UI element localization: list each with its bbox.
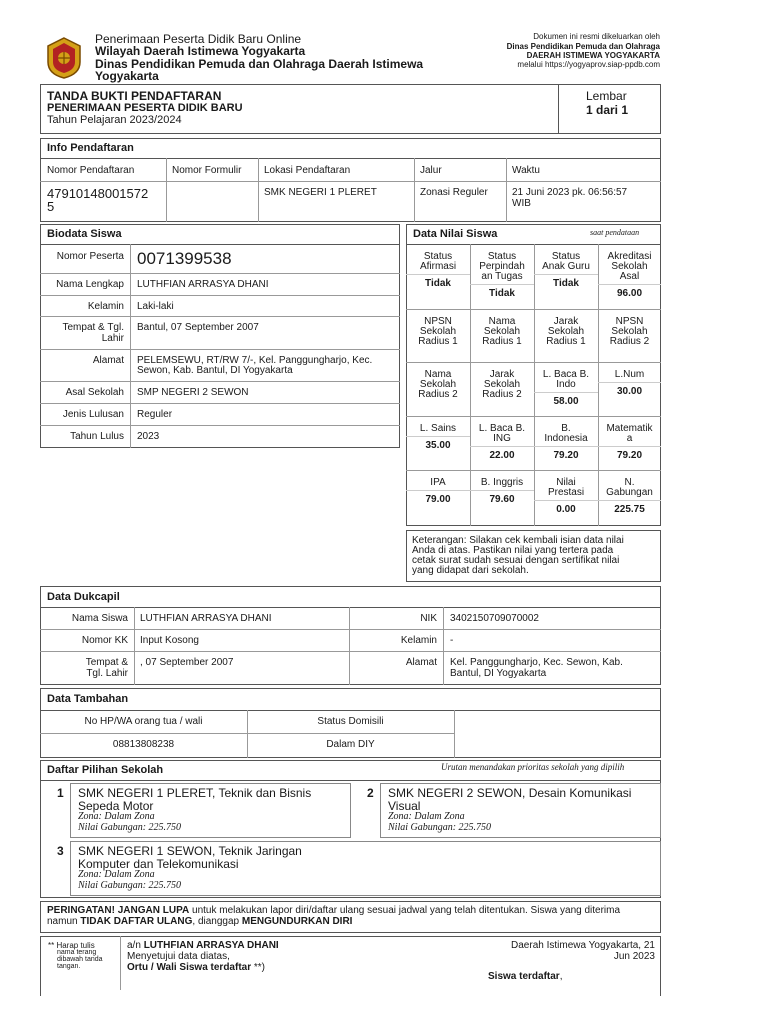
warning-mundur: MENGUNDURKAN DIRI [241, 916, 353, 927]
nilai-value: 79.00 [425, 494, 451, 505]
domisili-label: Status Domisili [317, 716, 384, 727]
sign-siswa-suffix: , [559, 971, 563, 982]
info-col-nomor-pendaftaran: Nomor Pendaftaran [47, 165, 135, 176]
doc-year: Tahun Pelajaran 2023/2024 [47, 114, 182, 126]
nilai-label: Sekolah [483, 326, 521, 337]
nilai-value: 79.60 [489, 494, 515, 505]
sign-ortu-label: Ortu / Wali Siswa terdaftar [127, 962, 252, 973]
pilihan-name-2b: Visual [388, 799, 421, 813]
nilai-value-line [534, 500, 598, 501]
info-col-waktu: Waktu [512, 165, 540, 176]
nilai-label: Sekolah [419, 326, 457, 337]
keterangan-line4: yang didapat dari sekolah. [412, 565, 529, 576]
nilai-label: L. Sains [419, 423, 457, 434]
nilai-label: Asal [619, 271, 640, 282]
ttl-label: Tempat & Tgl. [62, 322, 124, 333]
asal-sekolah-value: SMP NEGERI 2 SEWON [137, 387, 249, 398]
sign-ortu [127, 962, 265, 973]
duk-nama-label: Nama Siswa [71, 613, 128, 624]
sign-an [127, 940, 279, 951]
keterangan-line1: Keterangan: Silakan cek kembali isian data nilai [412, 535, 624, 546]
nilai-label: ING [493, 433, 511, 444]
nilai-value: Tidak [553, 278, 579, 289]
nilai-label: Prestasi [547, 487, 585, 498]
nilai-label: L.Num [614, 369, 645, 380]
warning-body-3: , dianggap [192, 916, 242, 927]
nilai-value-line [534, 274, 598, 275]
doc-title: TANDA BUKTI PENDAFTARAN [47, 89, 222, 103]
nomor-pendaftaran-value: 47910148001572 [47, 186, 149, 201]
duk-alamat-label: Alamat [405, 657, 437, 668]
waktu-value: 21 Juni 2023 pk. 06:56:57 [512, 187, 628, 198]
nilai-label: Status [487, 251, 517, 262]
nilai-value-line [406, 436, 470, 437]
nilai-label: Perpindah [479, 261, 525, 272]
lokasi-value: SMK NEGERI 1 PLERET [264, 187, 377, 198]
nilai-label: B. Inggris [480, 477, 524, 488]
nilai-label: Status [551, 251, 581, 262]
duk-kelamin-value: - [450, 635, 454, 646]
nilai-value: 79.20 [553, 450, 579, 461]
jenis-lulusan-value: Reguler [137, 409, 173, 420]
nilai-label: Akreditasi [607, 251, 652, 262]
nama-lengkap-label: Nama Lengkap [56, 279, 124, 290]
nilai-value: 35.00 [425, 440, 451, 451]
dukcapil-heading: Data Dukcapil [47, 591, 120, 603]
pilihan-nilai-3: Nilai Gabungan: 225.750 [78, 880, 182, 891]
nilai-label: a [626, 433, 633, 444]
ttl-value: Bantul, 07 September 2007 [137, 322, 259, 333]
nilai-label: Radius 1 [418, 336, 458, 347]
sign-siswa [488, 971, 562, 982]
nilai-heading: Data Nilai Siswa [413, 228, 498, 240]
warning-strong: PERINGATAN! JANGAN LUPA [47, 905, 190, 916]
alamat-label: Alamat [92, 355, 124, 366]
sign-note-1: ** Harap tulis [48, 941, 95, 950]
nilai-value: 96.00 [616, 288, 643, 299]
nilai-label: an Tugas [481, 271, 523, 282]
header-right1: Dokumen ini resmi dikeluarkan oleh [533, 32, 660, 41]
sign-ortu-suffix: **) [251, 962, 266, 973]
pilihan-zona-2: Zona: Dalam Zona [388, 811, 465, 822]
header-line1: Penerimaan Peserta Didik Baru Online [95, 32, 302, 46]
pilihan-nilai-1: Nilai Gabungan: 225.750 [78, 822, 182, 833]
nilai-label: Nama [488, 316, 516, 327]
nilai-label: NPSN [615, 316, 644, 327]
nilai-value-line [470, 446, 534, 447]
info-heading: Info Pendaftaran [47, 142, 134, 154]
sign-an-name: LUTHFIAN ARRASYA DHANI [143, 940, 279, 951]
nomor-peserta-label: Nomor Peserta [56, 251, 124, 262]
info-col-jalur: Jalur [420, 165, 442, 176]
asal-sekolah-label: Asal Sekolah [65, 387, 124, 398]
nilai-label: Gabungan [606, 487, 653, 498]
nilai-label: IPA [430, 477, 446, 488]
tambahan-heading: Data Tambahan [47, 693, 129, 705]
nilai-label: L. Baca B. [478, 423, 526, 434]
nilai-value-line [598, 284, 661, 285]
nilai-value-line [470, 284, 534, 285]
sign-place-1: Daerah Istimewa Yogyakarta, 21 [511, 940, 655, 951]
nilai-value-line [598, 500, 661, 501]
nilai-value-line [598, 446, 661, 447]
sign-siswa-label: Siswa terdaftar [488, 971, 560, 982]
pilihan-zona-1: Zona: Dalam Zona [78, 811, 155, 822]
biodata-heading: Biodata Siswa [47, 228, 122, 240]
nilai-value-line [470, 490, 534, 491]
sign-note-3: dibawah tanda [57, 956, 103, 963]
nilai-value: 22.00 [489, 450, 515, 461]
nilai-label: Sekolah [483, 379, 521, 390]
pilihan-heading: Daftar Pilihan Sekolah [47, 764, 164, 776]
pilihan-num-1: 1 [57, 786, 64, 800]
duk-nik-label: NIK [420, 613, 437, 624]
nilai-label: Sekolah [611, 261, 648, 272]
header-line3: Dinas Pendidikan Pemuda dan Olahraga Daerah Istimewa [95, 57, 424, 71]
tahun-lulus-label: Tahun Lulus [70, 431, 124, 442]
nilai-label: Radius 1 [482, 336, 522, 347]
duk-nik-value: 3402150709070002 [450, 613, 539, 624]
sign-note-4: tangan. [57, 963, 81, 970]
jenis-lulusan-label: Jenis Lulusan [62, 409, 124, 420]
duk-kk-label: Nomor KK [81, 635, 128, 646]
nilai-label: Jarak [489, 369, 515, 380]
kelamin-label: Kelamin [87, 301, 124, 312]
duk-ttl-label: Tempat & [85, 657, 128, 668]
nilai-label: Sekolah [419, 379, 457, 390]
nilai-value: 79.20 [616, 450, 643, 461]
lembar-value: 1 dari 1 [586, 103, 629, 117]
nilai-value: 30.00 [616, 386, 643, 397]
lembar-label: Lembar [586, 89, 627, 103]
nilai-value: Tidak [425, 278, 451, 289]
header-line2: Wilayah Daerah Istimewa Yogyakarta [95, 44, 306, 58]
sign-an-prefix: a/n [127, 940, 144, 951]
pilihan-name-1b: Sepeda Motor [78, 799, 154, 813]
pilihan-name-3b: Komputer dan Telekomunikasi [78, 857, 239, 871]
nilai-value: 58.00 [553, 396, 579, 407]
duk-ttl-label-2: Tgl. Lahir [86, 668, 128, 679]
alamat-value-2: Sewon, Kab. Bantul, DI Yogyakarta [137, 365, 293, 376]
nilai-label: NPSN [424, 316, 452, 327]
nilai-label: Indo [556, 379, 576, 390]
warning-body: untuk melakukan lapor diri/daftar ulang sesuai jadwal yang telah ditentukan. Siswa yang diterima [189, 905, 621, 916]
waktu-value-2: WIB [512, 198, 531, 209]
nilai-label: Anak Guru [542, 261, 590, 272]
header-line4: Yogyakarta [95, 69, 159, 83]
header-right4: melalui https://yogyaprov.siap-ppdb.com [517, 60, 660, 69]
nilai-label: Indonesia [544, 433, 588, 444]
nilai-label: Nama [424, 369, 452, 380]
header-right3: DAERAH ISTIMEWA YOGYAKARTA [526, 51, 660, 60]
hp-label: No HP/WA orang tua / wali [84, 716, 203, 727]
duk-alamat-value: Kel. Panggungharjo, Kec. Sewon, Kab. [450, 657, 623, 668]
nilai-value: 0.00 [556, 504, 576, 515]
pilihan-note: Urutan menandakan prioritas sekolah yang dipilih [441, 762, 625, 772]
duk-kk-value: Input Kosong [140, 635, 199, 646]
nilai-label: Sekolah [611, 326, 648, 337]
info-col-lokasi: Lokasi Pendaftaran [264, 165, 351, 176]
duk-kelamin-label: Kelamin [400, 635, 437, 646]
header-right2: Dinas Pendidikan Pemuda dan Olahraga [506, 42, 660, 51]
nilai-value-line [406, 274, 470, 275]
pilihan-name-1: SMK NEGERI 1 PLERET, Teknik dan Bisnis [78, 786, 312, 800]
ttl-label-2: Lahir [101, 333, 124, 344]
nama-lengkap-value: LUTHFIAN ARRASYA DHANI [137, 279, 269, 290]
warning-tidak: TIDAK DAFTAR ULANG [80, 916, 193, 927]
keterangan-line3: cetak surat sudah sesuai dengan sertifikat nilai [412, 555, 620, 566]
nilai-label: Radius 2 [418, 389, 458, 400]
kelamin-value: Laki-laki [137, 301, 174, 312]
nilai-label: Status [423, 251, 453, 262]
dinas-logo [44, 36, 84, 80]
alamat-value: PELEMSEWU, RT/RW 7/-, Kel. Panggungharjo, Kec. [137, 355, 373, 366]
nilai-value: 225.75 [614, 504, 645, 515]
pilihan-name-3: SMK NEGERI 1 SEWON, Teknik Jaringan [78, 844, 302, 858]
hp-value: 08813808238 [112, 739, 175, 750]
nomor-pendaftaran-value-2: 5 [47, 199, 55, 214]
pilihan-num-3: 3 [57, 844, 64, 858]
duk-alamat-value-2: Bantul, DI Yogyakarta [450, 668, 547, 679]
pilihan-zona-3: Zona: Dalam Zona [78, 869, 155, 880]
domisili-value: Dalam DIY [326, 739, 375, 750]
nilai-label: B. [561, 423, 571, 434]
nilai-label: N. [624, 477, 635, 488]
pilihan-name-2: SMK NEGERI 2 SEWON, Desain Komunikasi [388, 786, 632, 800]
nilai-value-line [406, 490, 470, 491]
nilai-label: Afirmasi [419, 261, 457, 272]
pilihan-nilai-2: Nilai Gabungan: 225.750 [388, 822, 492, 833]
keterangan-line2: Anda di atas. Pastikan nilai yang tertera pada [412, 545, 614, 556]
duk-nama-value: LUTHFIAN ARRASYA DHANI [140, 613, 272, 624]
warning-text [47, 905, 657, 927]
nilai-label: L. Baca B. [542, 369, 590, 380]
pilihan-num-2: 2 [367, 786, 374, 800]
nilai-note: saat pendataan [590, 228, 640, 237]
info-col-nomor-formulir: Nomor Formulir [172, 165, 242, 176]
nilai-value-line [534, 392, 598, 393]
nilai-label: Radius 1 [546, 336, 586, 347]
sign-setuju: Menyetujui data diatas, [127, 951, 230, 962]
nomor-peserta-value: 0071399538 [137, 249, 232, 268]
nilai-label: Sekolah [547, 326, 585, 337]
nilai-label: Nilai [556, 477, 576, 488]
nilai-value: Tidak [489, 288, 515, 299]
duk-ttl-value: , 07 September 2007 [140, 657, 234, 668]
nilai-label: Matematik [606, 423, 653, 434]
warning-body-2: namun [47, 916, 81, 927]
sign-place-2: Jun 2023 [613, 951, 655, 962]
nilai-label: Radius 2 [609, 336, 650, 347]
tahun-lulus-value: 2023 [137, 431, 160, 442]
nilai-label: Jarak [553, 316, 579, 327]
nilai-value-line [598, 382, 661, 383]
nilai-value-line [534, 446, 598, 447]
doc-subtitle: PENERIMAAN PESERTA DIDIK BARU [47, 102, 243, 114]
sign-note-2: nama terang [57, 949, 97, 956]
nilai-label: Radius 2 [482, 389, 522, 400]
jalur-value: Zonasi Reguler [420, 187, 488, 198]
